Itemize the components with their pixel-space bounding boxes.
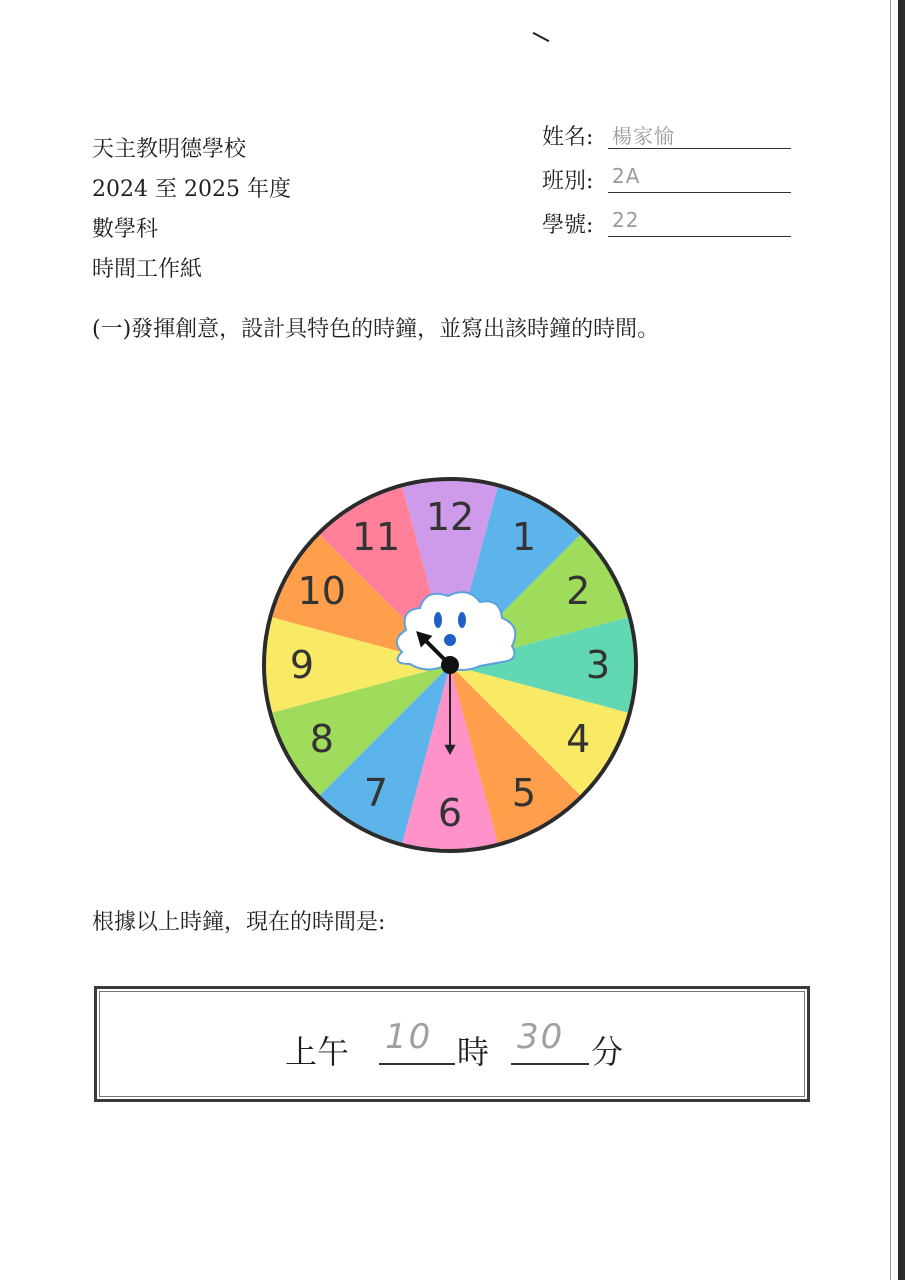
clock-number: 10: [297, 569, 346, 613]
class-value[interactable]: 2A: [612, 164, 641, 188]
time-prompt: 根據以上時鐘，現在的時間是:: [92, 910, 386, 935]
name-row: [542, 118, 792, 162]
worksheet-title: 時間工作紙: [92, 257, 203, 282]
clock-number: 4: [566, 717, 591, 761]
clock-number: 1: [511, 514, 537, 559]
minute-answer[interactable]: 30: [517, 1017, 565, 1057]
number-label: 學號:: [542, 213, 594, 238]
clock-number: 11: [351, 514, 401, 559]
clock-number: 8: [309, 717, 334, 761]
clock-drawing: [240, 470, 660, 860]
scan-border: [898, 0, 905, 1280]
subject: 數學科: [92, 217, 159, 242]
clock-number: 9: [289, 643, 315, 687]
class-underline: [608, 192, 791, 193]
name-underline: [608, 148, 791, 149]
school-header: [92, 130, 291, 290]
clock-number: 5: [511, 771, 537, 816]
clock-number: 2: [566, 569, 591, 613]
student-info: [542, 118, 792, 250]
minute-unit: 分: [591, 1033, 624, 1071]
hour-answer[interactable]: 10: [385, 1017, 433, 1057]
minute-blank: [511, 1063, 589, 1065]
clock-number: 6: [437, 791, 463, 835]
clock-number: 3: [585, 643, 611, 687]
class-row: [542, 162, 792, 206]
answer-box-inner-border: [99, 991, 805, 1097]
school-year: 2024 至 2025 年度: [92, 177, 291, 202]
stray-pen-mark: [533, 32, 550, 42]
clock-center-pin: [441, 656, 459, 674]
number-value[interactable]: 22: [612, 208, 640, 232]
answer-box: [94, 986, 810, 1102]
number-underline: [608, 236, 791, 237]
school-name: 天主教明德學校: [92, 137, 247, 162]
hour-blank: [379, 1063, 455, 1065]
scan-border-line: [890, 0, 891, 1280]
class-label: 班別:: [542, 169, 594, 194]
clock-number: 7: [363, 771, 389, 816]
am-label: 上午: [285, 1033, 350, 1071]
question-text: (一)發揮創意，設計具特色的時鐘，並寫出該時鐘的時間。: [92, 317, 660, 342]
name-label: 姓名:: [542, 125, 594, 150]
number-row: [542, 206, 792, 250]
clock-number: 12: [425, 495, 475, 539]
hour-unit: 時: [457, 1033, 490, 1071]
name-value[interactable]: 楊家愉: [612, 124, 675, 148]
